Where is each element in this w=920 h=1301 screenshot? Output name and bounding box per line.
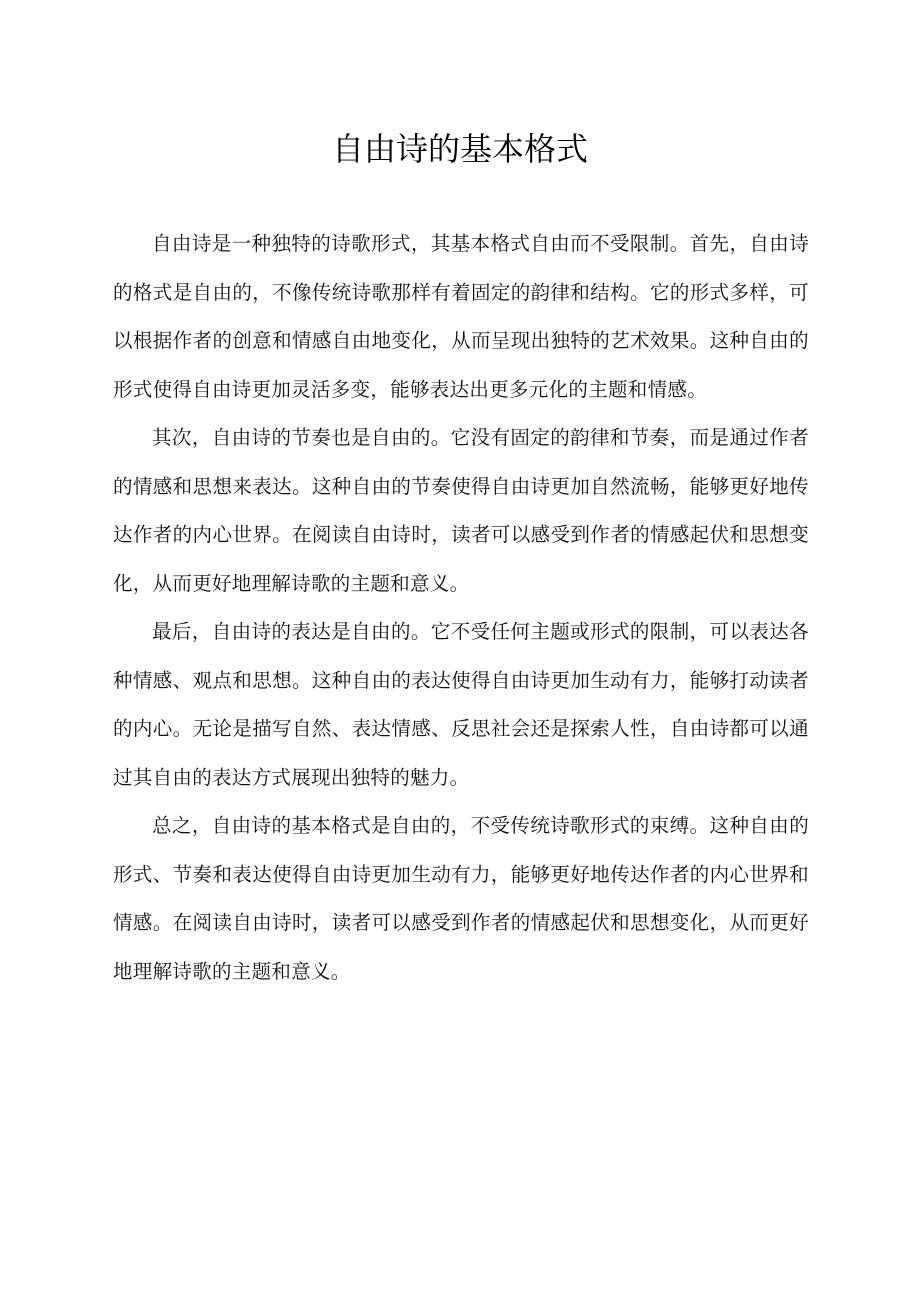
paragraph-3: 最后，自由诗的表达是自由的。它不受任何主题或形式的限制，可以表达各种情感、观点和思想。这种自由的表达使得自由诗更加生动有力，能够打动读者的内心。无论是描写自然、表达情感、反思社会还是探索人性，自由诗都可以通过其自由的表达方式展现出独特的魅力。 xyxy=(113,620,809,789)
paragraph-4: 总之，自由诗的基本格式是自由的，不受传统诗歌形式的束缚。这种自由的形式、节奏和表达使得自由诗更加生动有力，能够更好地传达作者的内心世界和情感。在阅读自由诗时，读者可以感受到作者的情感起伏和思想变化，从而更好地理解诗歌的主题和意义。 xyxy=(113,814,809,983)
paragraph-1: 自由诗是一种独特的诗歌形式，其基本格式自由而不受限制。首先，自由诗的格式是自由的，不像传统诗歌那样有着固定的韵律和结构。它的形式多样，可以根据作者的创意和情感自由地变化，从而呈现出独特的艺术效果。这种自由的形式使得自由诗更加灵活多变，能够表达出更多元化的主题和情感。 xyxy=(113,232,809,401)
document-title: 自由诗的基本格式 xyxy=(331,130,588,168)
document-body xyxy=(113,220,809,996)
paragraph-2: 其次，自由诗的节奏也是自由的。它没有固定的韵律和节奏，而是通过作者的情感和思想来表达。这种自由的节奏使得自由诗更加自然流畅，能够更好地传达作者的内心世界。在阅读自由诗时，读者可以感受到作者的情感起伏和思想变化，从而更好地理解诗歌的主题和意义。 xyxy=(113,426,809,595)
